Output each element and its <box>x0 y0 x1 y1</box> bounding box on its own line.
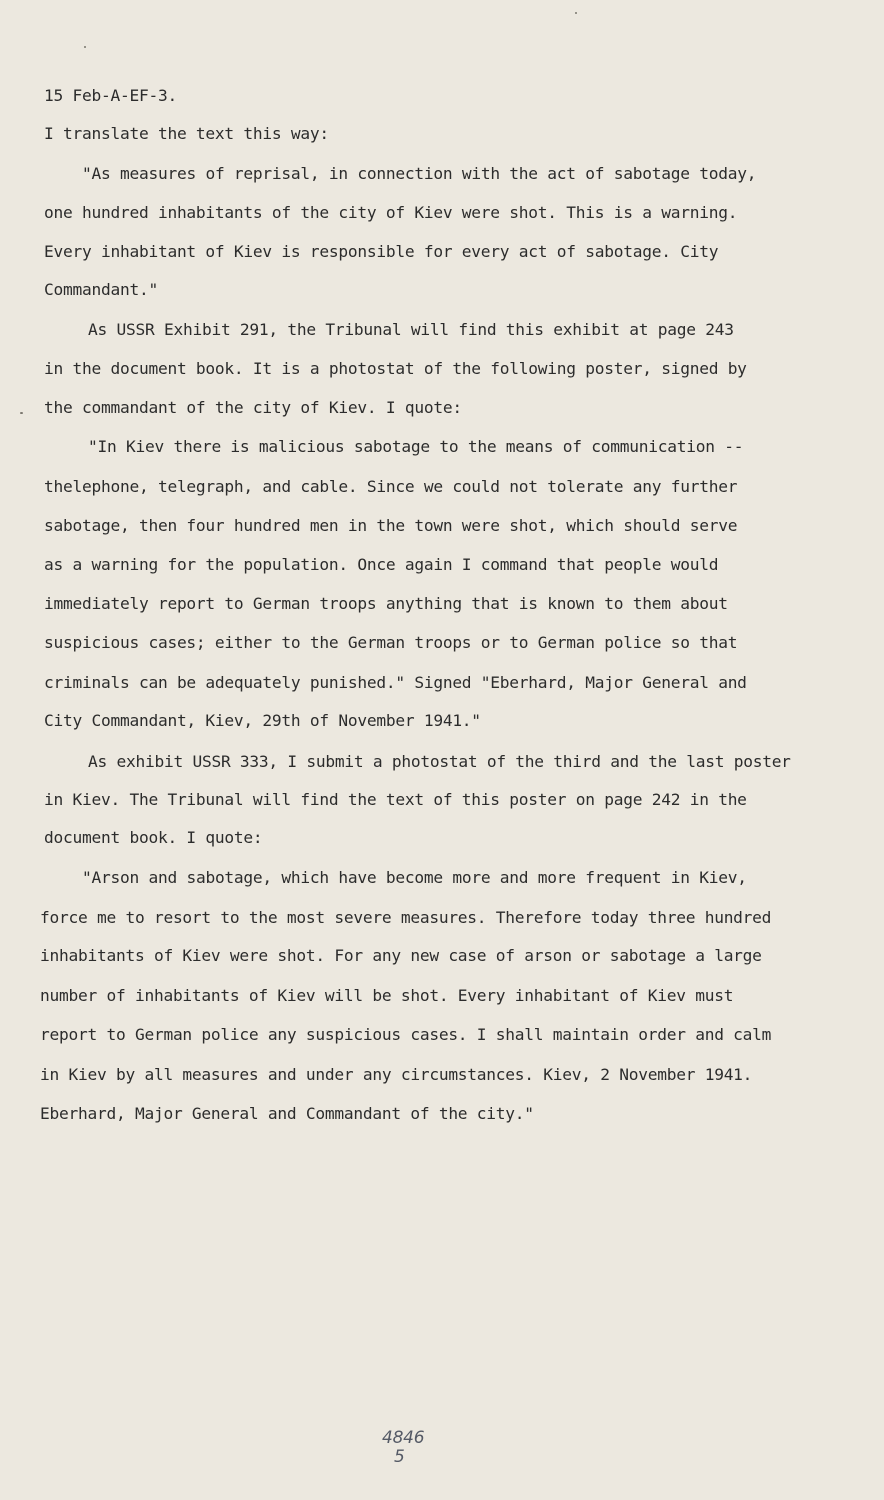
handwritten-page-number: 4846 <box>382 1428 425 1448</box>
text-line: sabotage, then four hundred men in the town were shot, which should serve <box>44 516 738 535</box>
text-line: criminals can be adequately punished." Signed "Eberhard, Major General and <box>44 673 747 692</box>
text-line: "In Kiev there is malicious sabotage to the means of communication -- <box>88 437 744 456</box>
text-line: As exhibit USSR 333, I submit a photostat of the third and the last poster <box>88 752 791 771</box>
text-line: Eberhard, Major General and Commandant of the city." <box>40 1104 534 1123</box>
text-line: I translate the text this way: <box>44 124 329 143</box>
text-line: Every inhabitant of Kiev is responsible for every act of sabotage. City <box>44 242 719 261</box>
text-line: "As measures of reprisal, in connection with the act of sabotage today, <box>82 164 757 183</box>
text-line: the commandant of the city of Kiev. I quote: <box>44 398 462 417</box>
document-reference: 15 Feb-A-EF-3. <box>44 86 177 105</box>
paper-speck <box>20 412 23 414</box>
text-line: thelephone, telegraph, and cable. Since we could not tolerate any further <box>44 477 738 496</box>
text-line: "Arson and sabotage, which have become more and more frequent in Kiev, <box>82 868 747 887</box>
text-line: force me to resort to the most severe measures. Therefore today three hundred <box>40 908 772 927</box>
text-line: City Commandant, Kiev, 29th of November 1941." <box>44 711 481 730</box>
handwritten-page-subnumber: 5 <box>394 1447 405 1467</box>
text-line: number of inhabitants of Kiev will be shot. Every inhabitant of Kiev must <box>40 986 734 1005</box>
paper-speck <box>84 46 86 48</box>
text-line: Commandant." <box>44 280 158 299</box>
text-line: one hundred inhabitants of the city of Kiev were shot. This is a warning. <box>44 203 738 222</box>
text-line: inhabitants of Kiev were shot. For any new case of arson or sabotage a large <box>40 946 762 965</box>
text-line: as a warning for the population. Once again I command that people would <box>44 555 719 574</box>
text-line: in Kiev. The Tribunal will find the text of this poster on page 242 in the <box>44 790 747 809</box>
text-line: in Kiev by all measures and under any circumstances. Kiev, 2 November 1941. <box>40 1065 753 1084</box>
text-line: As USSR Exhibit 291, the Tribunal will find this exhibit at page 243 <box>88 320 734 339</box>
text-line: immediately report to German troops anything that is known to them about <box>44 594 728 613</box>
paper-speck <box>575 12 577 14</box>
text-line: in the document book. It is a photostat of the following poster, signed by <box>44 359 747 378</box>
text-line: suspicious cases; either to the German troops or to German police so that <box>44 633 738 652</box>
text-line: report to German police any suspicious cases. I shall maintain order and calm <box>40 1025 772 1044</box>
text-line: document book. I quote: <box>44 828 263 847</box>
